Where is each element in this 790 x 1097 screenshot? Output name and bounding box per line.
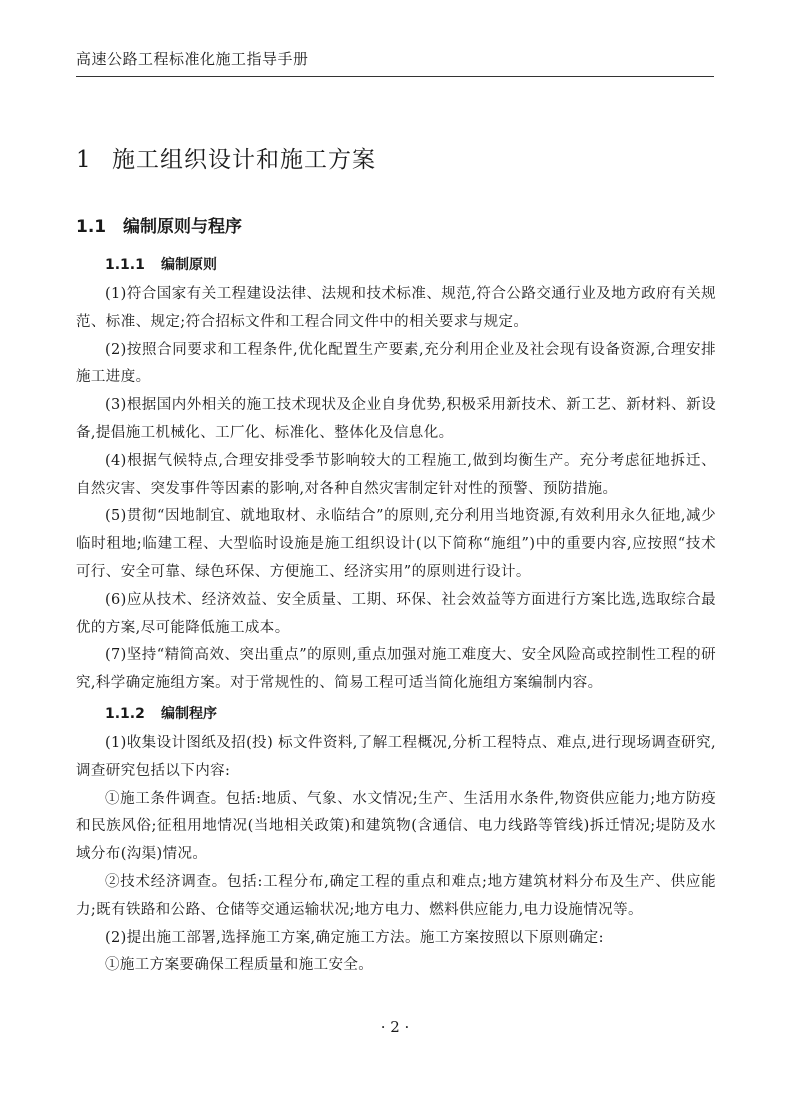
paragraph: ①施工条件调查。包括:地质、气象、水文情况;生产、生活用水条件,物资供应能力;地方防疫和民族风俗;征租用地情况(当地相关政策)和建筑物(含通信、电力线路等管线)拆迁情况;堤防及水域分布(沟渠)情况。 <box>76 790 716 863</box>
running-header: 高速公路工程标准化施工指导手册 <box>76 50 309 68</box>
paragraph: (4)根据气候特点,合理安排受季节影响较大的工程施工,做到均衡生产。充分考虑征地拆迁、自然灾害、突发事件等因素的影响,对各种自然灾害制定针对性的预警、预防措施。 <box>76 452 716 497</box>
paragraph: (7)坚持“精简高效、突出重点”的原则,重点加强对施工难度大、安全风险高或控制性工程的研究,科学确定施组方案。对于常规性的、简易工程可适当简化施组方案编制内容。 <box>76 647 716 692</box>
paragraph: (2)提出施工部署,选择施工方案,确定施工方法。施工方案按照以下原则确定: <box>105 929 604 946</box>
section-number: 1.1 <box>76 217 107 237</box>
chapter-title <box>76 141 376 174</box>
subsection-heading-principles <box>76 249 716 281</box>
paragraph: (3)根据国内外相关的施工技术现状及企业自身优势,积极采用新技术、新工艺、新材料、新设备,提倡施工机械化、工厂化、标准化、整体化及信息化。 <box>76 397 716 441</box>
paragraph: ①施工方案要确保工程质量和施工安全。 <box>105 957 374 974</box>
header-rule <box>76 76 714 77</box>
paragraph: (1)符合国家有关工程建设法律、法规和技术标准、规范,符合公路交通行业及地方政府有关规范、标准、规定;符合招标文件和工程合同文件中的相关要求与规定。 <box>76 286 716 330</box>
subsection-title: 编制程序 <box>161 705 217 722</box>
paragraph: (6)应从技术、经济效益、安全质量、工期、环保、社会效益等方面进行方案比选,选取综合最优的方案,尽可能降低施工成本。 <box>76 591 716 636</box>
subsection-number: 1.1.2 <box>105 705 145 722</box>
paragraph: (1)收集设计图纸及招(投) 标文件资料,了解工程概况,分析工程特点、难点,进行现场调查研究,调查研究包括以下内容: <box>76 734 716 779</box>
section-title <box>76 212 242 237</box>
page-number: · 2 · <box>380 1018 410 1036</box>
subsection-number: 1.1.1 <box>105 257 145 273</box>
subsection-title: 编制原则 <box>161 257 217 273</box>
section-title-text: 编制原则与程序 <box>123 217 242 237</box>
paragraph: ②技术经济调查。包括:工程分布,确定工程的重点和难点;地方建筑材料分布及生产、供应能力;既有铁路和公路、仓储等交通运输状况;地方电力、燃料供应能力,电力设施情况等。 <box>76 873 716 918</box>
chapter-number: 1 <box>76 147 92 173</box>
paragraph: (5)贯彻“因地制宜、就地取材、永临结合”的原则,充分利用当地资源,有效利用永久征地,减少临时租地;临建工程、大型临时设施是施工组织设计(以下简称“施组”)中的重要内容,应按照“技术可行、安全可靠、绿色环保、方便施工、经济实用”的原则进行设计。 <box>76 508 716 580</box>
paragraph: (2)按照合同要求和工程条件,优化配置生产要素,充分利用企业及社会现有设备资源,合理安排施工进度。 <box>76 341 716 386</box>
subsection-heading-procedure <box>76 698 716 730</box>
body-text <box>76 249 716 980</box>
chapter-title-text: 施工组织设计和施工方案 <box>112 147 376 173</box>
